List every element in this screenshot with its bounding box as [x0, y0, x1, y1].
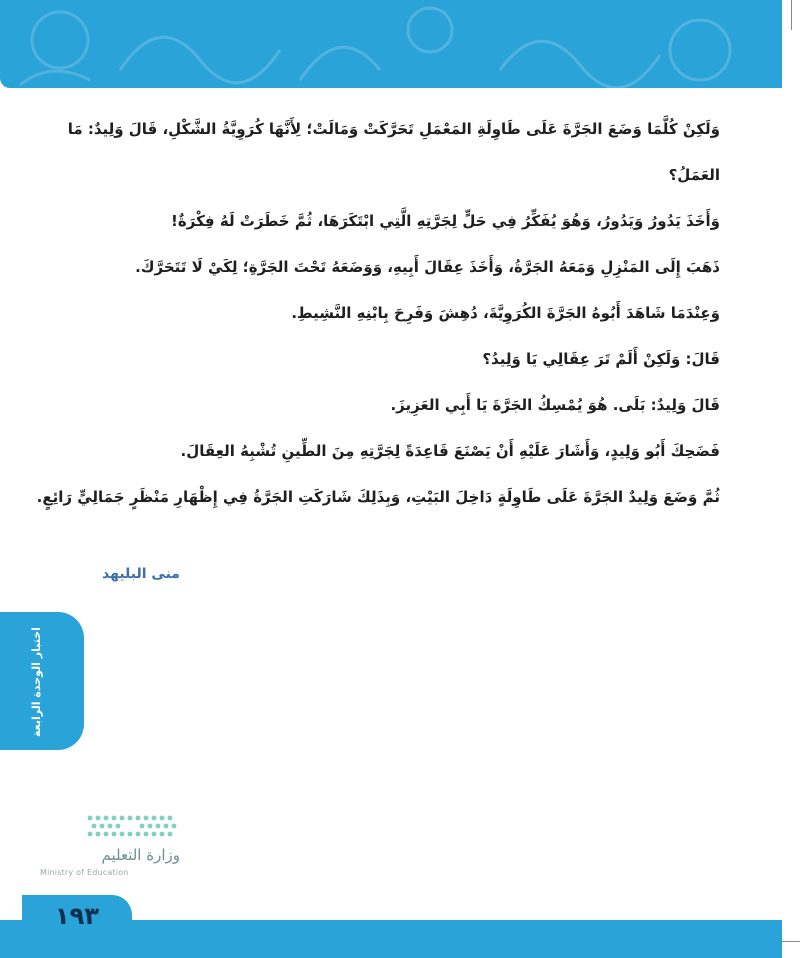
logo-english-text: Ministry of Education: [40, 868, 129, 877]
crop-mark-top: [791, 0, 792, 30]
logo-dots-icon: [84, 812, 180, 842]
story-paragraph: قَالَ وَلِيدٌ: بَلَى. هُوَ يُمْسِكُ الجَرَّةَ يَا أَبِي العَزِيزَ.: [390, 396, 720, 414]
author-name: منى البليهد: [102, 566, 180, 582]
top-header-band: [0, 0, 782, 88]
story-paragraph: ثُمَّ وَضَعَ وَلِيدٌ الجَرَّةَ عَلَى طَاوِلَةٍ دَاخِلَ البَيْتِ، وَبِذَلِكَ شَارَكَتِ الجَرَّةُ فِي إِظْهَارِ مَنْظَرٍ جَمَالِيٍّ رَائِعٍ.: [36, 488, 720, 506]
unit-side-tab-label: اختبار الوحدة الرابعة: [30, 627, 43, 737]
story-paragraph: وَعِنْدَمَا شَاهَدَ أَبُوهُ الجَرَّةَ الكُرَوِيَّةَ، دُهِشَ وَفَرِحَ بِابْنِهِ النَّشِيطِ.: [291, 304, 720, 322]
story-paragraph: وَأَخَذَ يَدُورُ وَيَدُورُ، وَهُوَ يُفَكِّرُ فِي حَلٍّ لِجَرَّتِهِ الَّتِي ابْتَكَرَهَا، ثُمَّ خَطَرَتْ لَهُ فِكْرَةٌ!: [171, 212, 720, 230]
story-paragraph: وَلَكِنْ كُلَّمَا وَضَعَ الجَرَّةَ عَلَى طَاوِلَةِ المَعْمَلِ تَحَرَّكَتْ وَمَالَتْ؛ لِأَنَّهَا كُرَوِيَّةُ الشَّكْلِ، قَالَ وَلِيدٌ: مَا: [67, 120, 720, 138]
story-paragraph: ذَهَبَ إِلَى المَنْزِلِ وَمَعَهُ الجَرَّةُ، وَأَخَذَ عِقَالَ أَبِيهِ، وَوَضَعَهُ تَحْتَ الجَرَّةِ؛ لِكَيْ لَا تَتَحَرَّكَ.: [135, 258, 720, 276]
logo-arabic-text: وزارة التعليم: [101, 846, 180, 864]
decorative-letter-pattern: [0, 0, 782, 88]
ministry-logo: [40, 812, 180, 884]
story-paragraph: فَضَحِكَ أَبُو وَلِيدٍ، وَأَشَارَ عَلَيْهِ أَنْ يَصْنَعَ قَاعِدَةً لِجَرَّتِهِ مِنَ الطِّينِ تُشْبِهُ العِقَالَ.: [180, 442, 720, 460]
story-paragraph: العَمَلُ؟: [668, 166, 720, 184]
story-paragraph: قَالَ: وَلَكِنْ أَلَمْ تَرَ عِقَالِي يَا وَلِيدُ؟: [482, 350, 720, 368]
page-number: ١٩٣: [22, 895, 132, 937]
story-text: [36, 106, 720, 520]
